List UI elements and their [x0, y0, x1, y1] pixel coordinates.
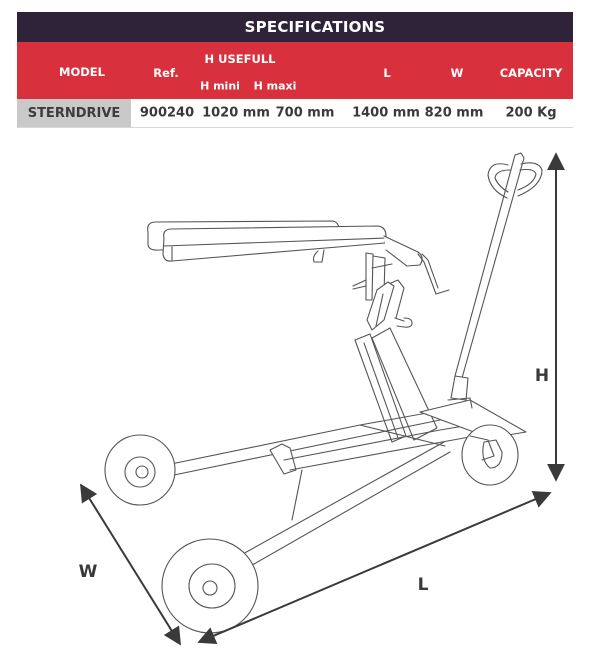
table-row	[17, 99, 573, 128]
front-caster-wheel	[462, 425, 518, 485]
rear-left-wheel	[105, 435, 175, 505]
trolley-line-art	[105, 153, 542, 633]
specifications-header-row	[17, 42, 573, 99]
cell-width: 820 mm	[424, 105, 484, 121]
header-capacity: CAPACITY	[499, 66, 563, 80]
header-h-usefull: H USEFULL	[204, 52, 276, 66]
cell-model: STERNDRIVE	[17, 99, 131, 127]
specifications-table	[17, 12, 573, 128]
header-h-mini: H mini	[200, 79, 240, 93]
width-label: W	[78, 562, 98, 582]
support-pads	[148, 221, 386, 262]
header-length: L	[383, 66, 391, 80]
length-label: L	[417, 575, 429, 595]
cell-capacity: 200 Kg	[505, 105, 557, 121]
cell-h-maxi: 700 mm	[275, 105, 335, 121]
header-ref: Ref.	[153, 66, 179, 80]
front-left-wheel	[162, 539, 258, 633]
cell-h-mini: 1020 mm	[202, 105, 270, 121]
height-label: H	[534, 366, 550, 386]
cell-ref: 900240	[139, 105, 195, 121]
trolley-diagram	[0, 135, 600, 652]
cell-length: 1400 mm	[352, 105, 420, 121]
tow-handle	[451, 153, 542, 400]
header-h-maxi: H maxi	[253, 79, 297, 93]
header-model: MODEL	[59, 65, 105, 79]
header-width: W	[450, 66, 464, 80]
specifications-title: SPECIFICATIONS	[17, 12, 573, 42]
